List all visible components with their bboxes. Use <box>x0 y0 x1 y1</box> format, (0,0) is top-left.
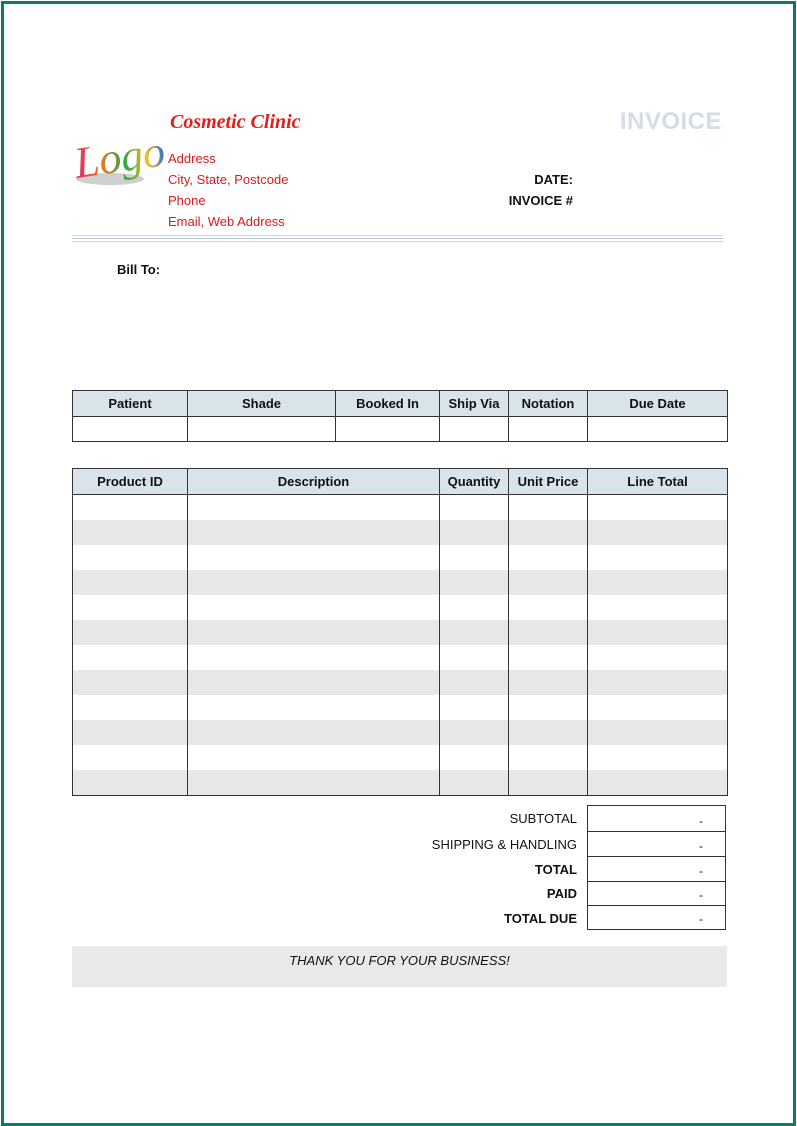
line-items-table <box>72 468 728 796</box>
line-total-cell[interactable] <box>588 620 728 645</box>
line-total-cell[interactable] <box>588 670 728 695</box>
table-row <box>73 545 728 570</box>
logo <box>70 115 168 195</box>
table-row <box>73 670 728 695</box>
table-row <box>73 720 728 745</box>
unit-price-cell[interactable] <box>509 720 588 745</box>
line-total-cell[interactable] <box>588 495 728 521</box>
shade-cell[interactable] <box>188 417 336 442</box>
header-notation: Notation <box>509 391 588 417</box>
unit-price-cell[interactable] <box>509 770 588 796</box>
product-id-cell[interactable] <box>73 620 188 645</box>
total-label: TOTAL <box>534 862 577 877</box>
description-cell[interactable] <box>188 570 440 595</box>
quantity-cell[interactable] <box>440 620 509 645</box>
unit-price-cell[interactable] <box>509 620 588 645</box>
booked-in-cell[interactable] <box>336 417 440 442</box>
product-id-cell[interactable] <box>73 695 188 720</box>
header-separator <box>72 235 723 236</box>
subtotal-label: SUBTOTAL <box>509 811 577 826</box>
quantity-cell[interactable] <box>440 695 509 720</box>
header-line-total: Line Total <box>588 469 728 495</box>
shipping-value-box <box>587 832 726 857</box>
product-id-cell[interactable] <box>73 545 188 570</box>
quantity-cell[interactable] <box>440 570 509 595</box>
total-value: - <box>699 864 703 878</box>
quantity-cell[interactable] <box>440 645 509 670</box>
table-row <box>73 695 728 720</box>
line-total-cell[interactable] <box>588 770 728 796</box>
description-cell[interactable] <box>188 545 440 570</box>
quantity-cell[interactable] <box>440 770 509 796</box>
unit-price-cell[interactable] <box>509 670 588 695</box>
unit-price-cell[interactable] <box>509 545 588 570</box>
logo-text: Logo <box>71 126 168 188</box>
line-total-cell[interactable] <box>588 745 728 770</box>
unit-price-cell[interactable] <box>509 645 588 670</box>
quantity-cell[interactable] <box>440 720 509 745</box>
unit-price-cell[interactable] <box>509 495 588 521</box>
product-id-cell[interactable] <box>73 720 188 745</box>
paid-label: PAID <box>546 886 577 901</box>
unit-price-cell[interactable] <box>509 695 588 720</box>
quantity-cell[interactable] <box>440 745 509 770</box>
product-id-cell[interactable] <box>73 495 188 521</box>
quantity-cell[interactable] <box>440 545 509 570</box>
table-row <box>73 417 728 442</box>
header-ship-via: Ship Via <box>440 391 509 417</box>
table-row <box>73 495 728 521</box>
address-line-2: City, State, Postcode <box>168 172 289 187</box>
description-cell[interactable] <box>188 720 440 745</box>
unit-price-cell[interactable] <box>509 745 588 770</box>
unit-price-cell[interactable] <box>509 570 588 595</box>
line-total-cell[interactable] <box>588 545 728 570</box>
table-row <box>73 645 728 670</box>
total-due-label: TOTAL DUE <box>504 911 577 926</box>
shipping-label: SHIPPING & HANDLING <box>431 837 577 852</box>
line-total-cell[interactable] <box>588 570 728 595</box>
unit-price-cell[interactable] <box>509 595 588 620</box>
total-due-value: - <box>699 912 703 926</box>
header-separator <box>72 241 723 242</box>
subtotal-value: - <box>699 814 703 828</box>
line-total-cell[interactable] <box>588 520 728 545</box>
description-cell[interactable] <box>188 670 440 695</box>
header-separator <box>72 238 723 239</box>
header-unit-price: Unit Price <box>509 469 588 495</box>
line-total-cell[interactable] <box>588 720 728 745</box>
description-cell[interactable] <box>188 745 440 770</box>
due-date-cell[interactable] <box>588 417 728 442</box>
table-row <box>73 595 728 620</box>
invoice-title: INVOICE <box>619 108 722 135</box>
subtotal-value-box <box>587 806 726 832</box>
paid-value: - <box>699 888 703 902</box>
table-row <box>73 770 728 796</box>
product-id-cell[interactable] <box>73 670 188 695</box>
company-name: Cosmetic Clinic <box>170 111 301 133</box>
quantity-cell[interactable] <box>440 595 509 620</box>
header-quantity: Quantity <box>440 469 509 495</box>
product-id-cell[interactable] <box>73 595 188 620</box>
quantity-cell[interactable] <box>440 495 509 521</box>
line-total-cell[interactable] <box>588 595 728 620</box>
description-cell[interactable] <box>188 520 440 545</box>
header-due-date: Due Date <box>588 391 728 417</box>
total-due-value-box <box>587 906 726 930</box>
shipping-value: - <box>699 839 703 853</box>
table-row <box>73 745 728 770</box>
table-row <box>73 570 728 595</box>
table-row <box>73 520 728 545</box>
ship-via-cell[interactable] <box>440 417 509 442</box>
bill-to-label: Bill To: <box>117 262 161 277</box>
order-info-table <box>72 390 728 442</box>
thank-you-banner: THANK YOU FOR YOUR BUSINESS! <box>72 946 727 987</box>
quantity-cell[interactable] <box>440 670 509 695</box>
total-value-box <box>587 857 726 882</box>
notation-cell[interactable] <box>509 417 588 442</box>
product-id-cell[interactable] <box>73 745 188 770</box>
product-id-cell[interactable] <box>73 520 188 545</box>
product-id-cell[interactable] <box>73 770 188 796</box>
paid-value-box <box>587 882 726 906</box>
header-patient: Patient <box>73 391 188 417</box>
description-cell[interactable] <box>188 770 440 796</box>
line-total-cell[interactable] <box>588 695 728 720</box>
unit-price-cell[interactable] <box>509 520 588 545</box>
quantity-cell[interactable] <box>440 520 509 545</box>
header-booked-in: Booked In <box>336 391 440 417</box>
description-cell[interactable] <box>188 695 440 720</box>
address-line-4: Email, Web Address <box>168 214 285 229</box>
description-cell[interactable] <box>188 495 440 521</box>
product-id-cell[interactable] <box>73 570 188 595</box>
description-cell[interactable] <box>188 645 440 670</box>
patient-cell[interactable] <box>73 417 188 442</box>
description-cell[interactable] <box>188 620 440 645</box>
date-label: DATE: <box>534 172 573 187</box>
invoice-number-label: INVOICE # <box>508 193 573 208</box>
header-product-id: Product ID <box>73 469 188 495</box>
line-total-cell[interactable] <box>588 645 728 670</box>
header-shade: Shade <box>188 391 336 417</box>
header-description: Description <box>188 469 440 495</box>
product-id-cell[interactable] <box>73 645 188 670</box>
address-line-1: Address <box>168 151 216 166</box>
address-line-3: Phone <box>168 193 206 208</box>
table-row <box>73 620 728 645</box>
description-cell[interactable] <box>188 595 440 620</box>
